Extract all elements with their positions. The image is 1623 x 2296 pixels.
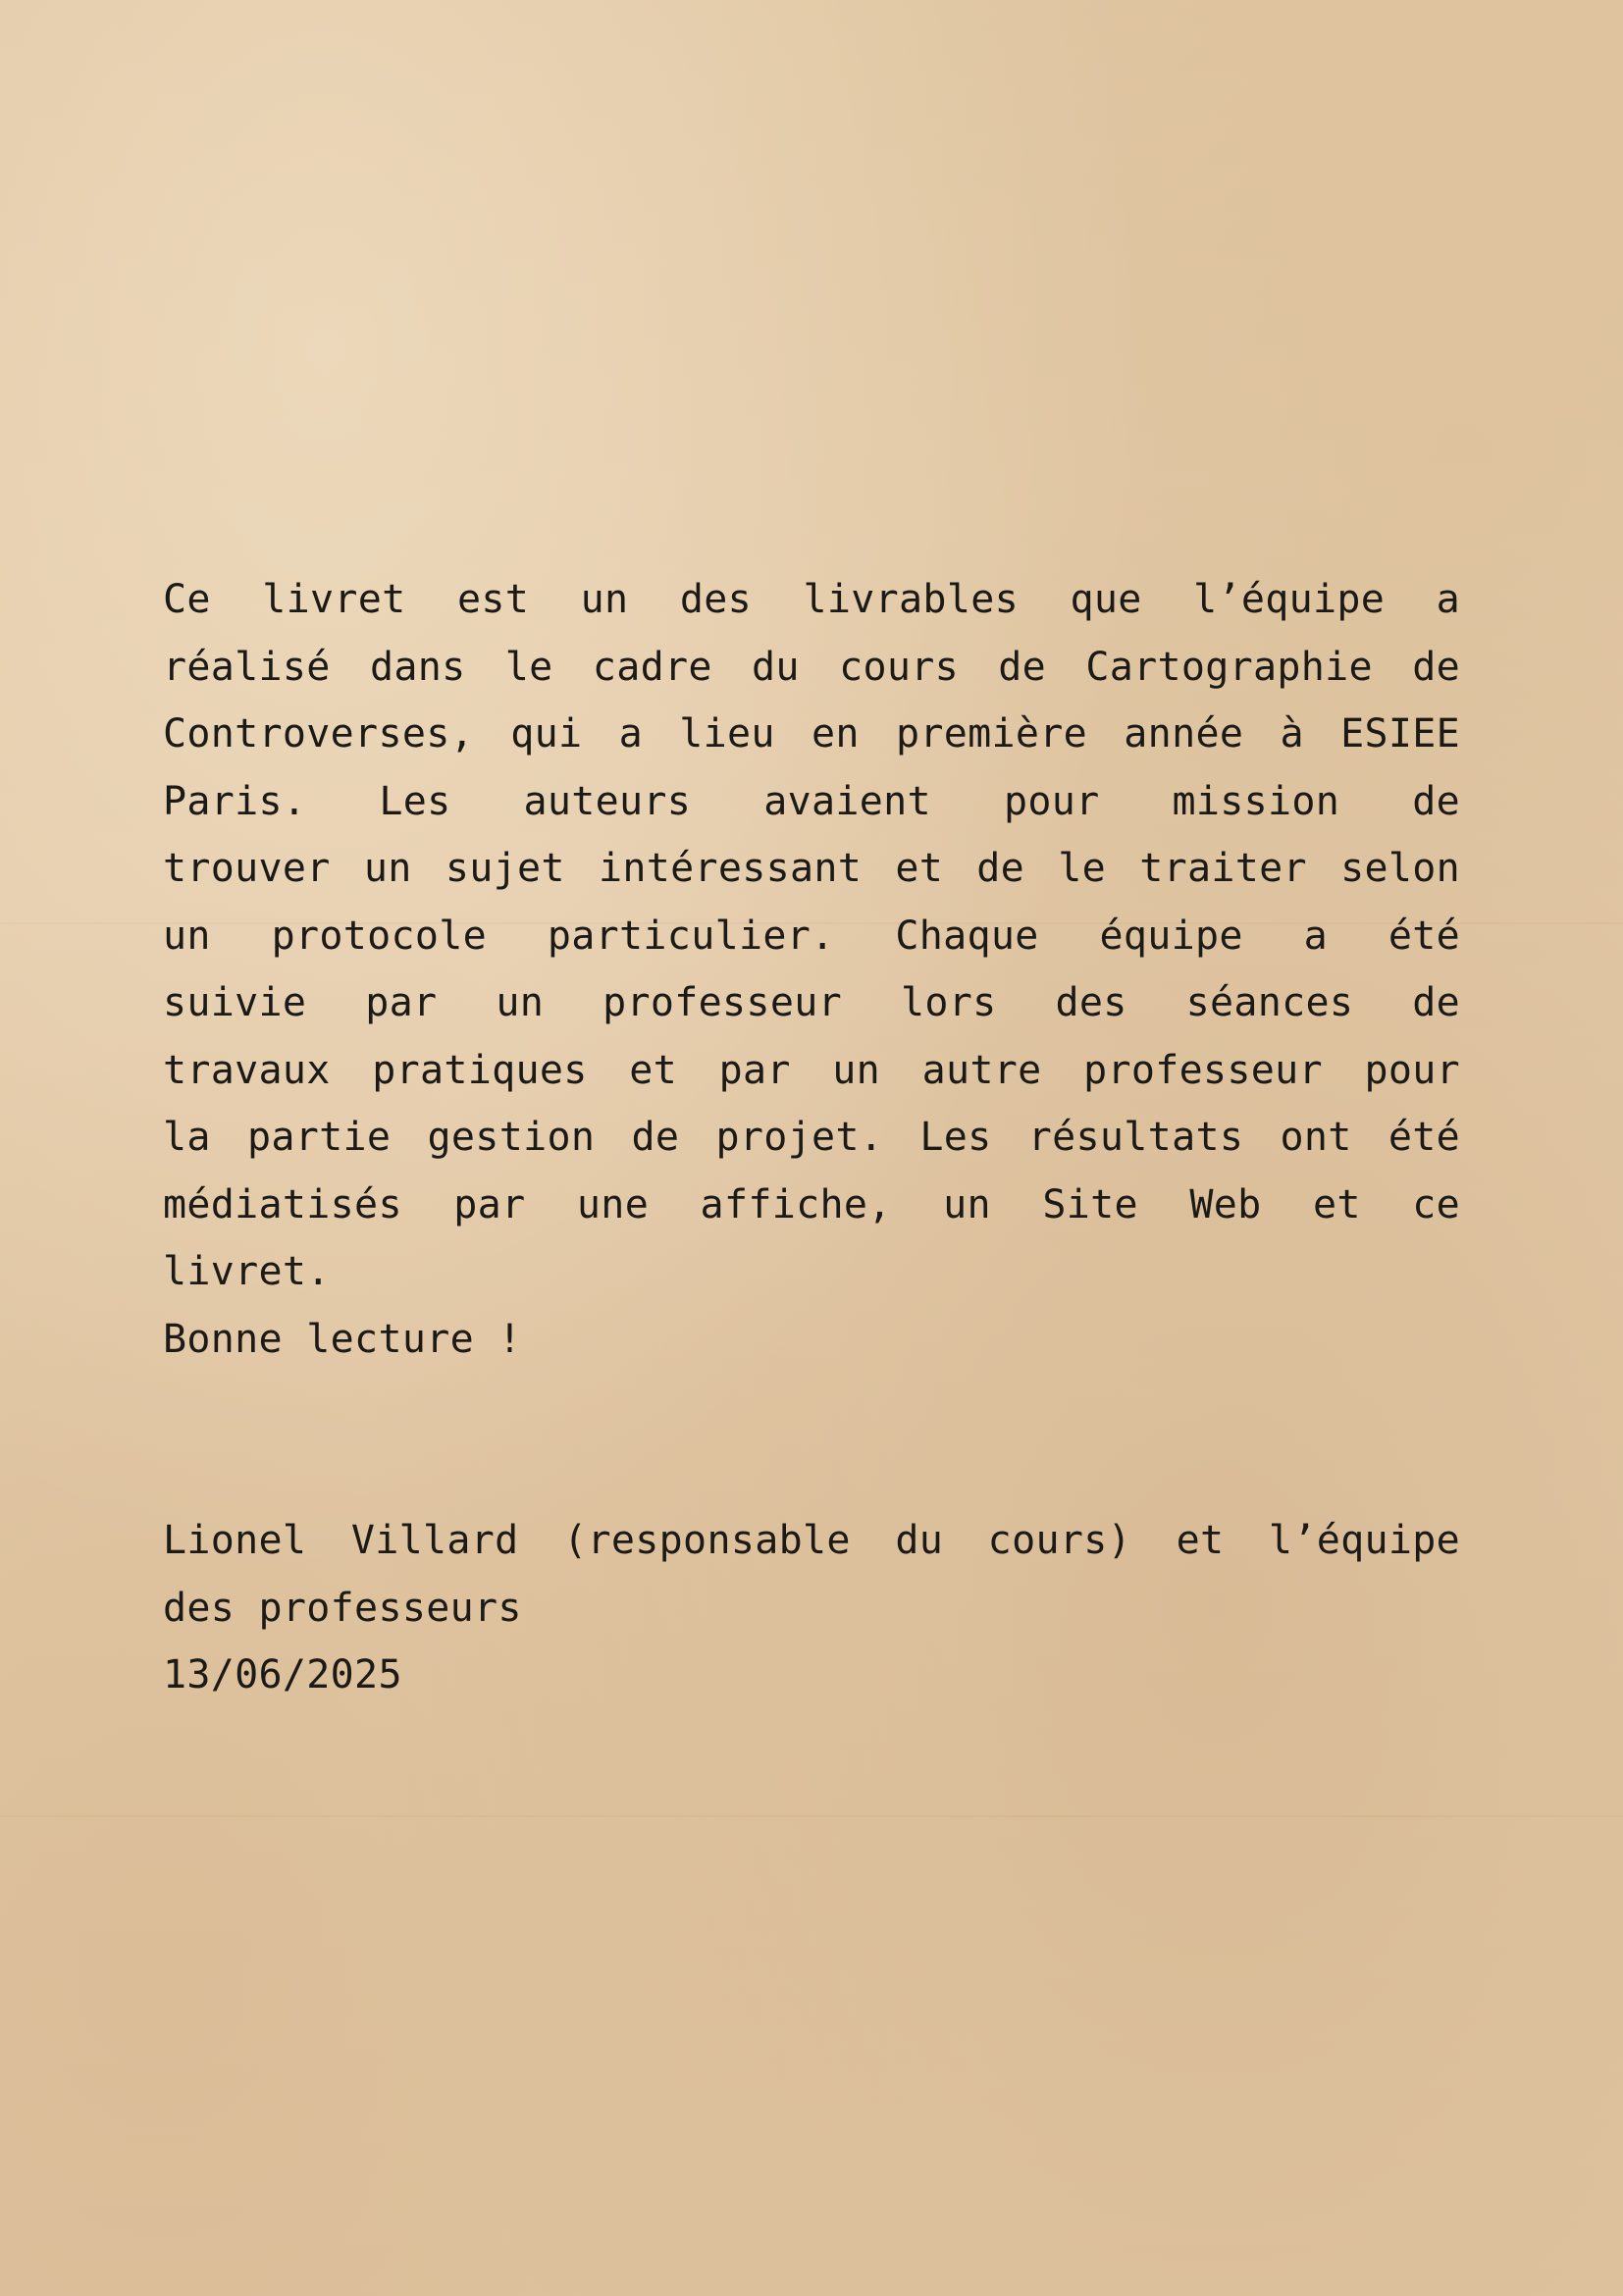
- preface-line: Controverses, qui a lieu en première année à ESIEE: [163, 711, 1460, 757]
- spacer: [163, 1373, 1460, 1507]
- preface-line: la partie gestion de projet. Les résultats ont été: [163, 1115, 1460, 1160]
- preface-line: Ce livret est un des livrables que l’équipe a: [163, 577, 1460, 622]
- preface-line: Paris. Les auteurs avaient pour mission de: [163, 778, 1460, 824]
- closing-line: Bonne lecture !: [163, 1316, 522, 1362]
- preface-line: trouver un sujet intéressant et de le traiter selon: [163, 846, 1460, 891]
- signature-line: Lionel Villard (responsable du cours) et l’équipe: [163, 1518, 1460, 1563]
- preface-line: réalisé dans le cadre du cours de Cartographie de: [163, 644, 1460, 690]
- paper-texture-crease: [0, 1815, 1623, 1817]
- preface-line: suivie par un professeur lors des séances de: [163, 980, 1460, 1025]
- signature-line: des professeurs: [163, 1585, 522, 1631]
- preface-line: un protocole particulier. Chaque équipe a été: [163, 913, 1460, 959]
- preface-text: [163, 566, 1460, 1709]
- preface-line: médiatisés par une affiche, un Site Web et ce: [163, 1181, 1460, 1227]
- signature-date: 13/06/2025: [163, 1652, 402, 1697]
- preface-line: livret.: [163, 1249, 331, 1294]
- preface-line: travaux pratiques et par un autre professeur pour: [163, 1047, 1460, 1093]
